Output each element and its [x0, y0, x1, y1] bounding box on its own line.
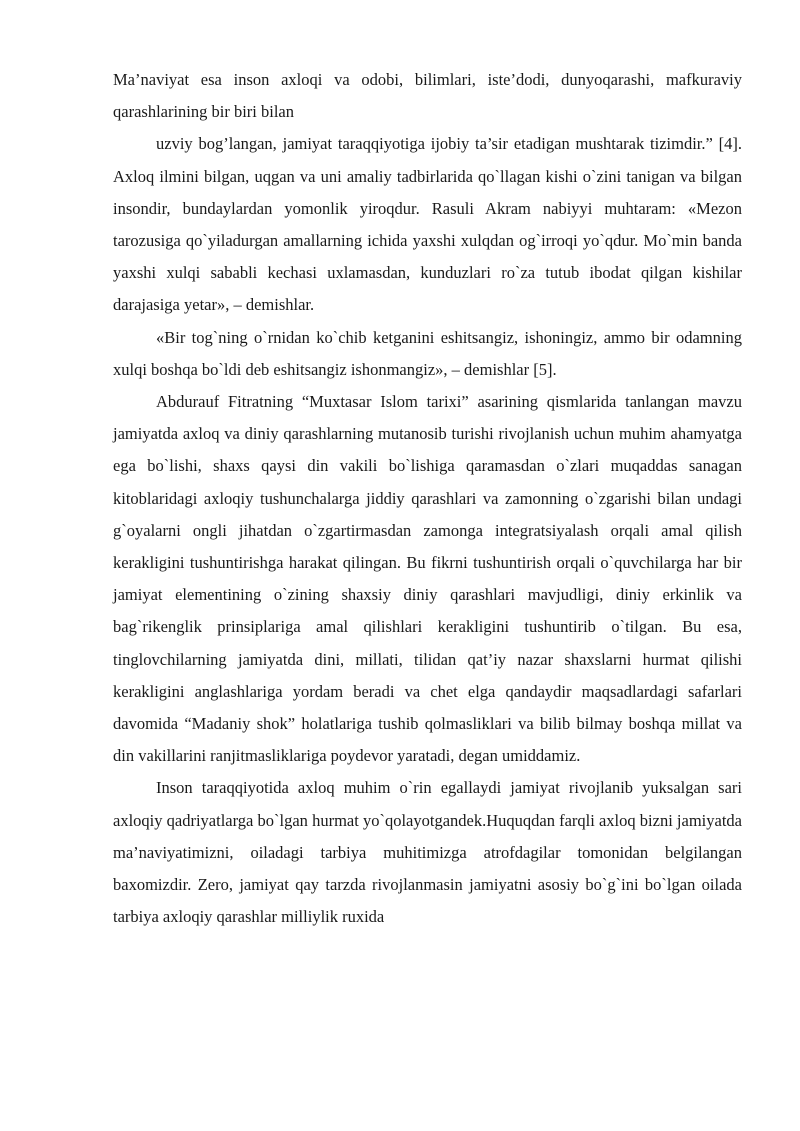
document-page	[113, 64, 742, 933]
paragraph-5: Inson taraqqiyotida axloq muhim o`rin egallaydi jamiyat rivojlanib yuksalgan sari axloqiy qadriyatlarga bo`lgan hurmat yo`qolayotgandek.Huquqdan farqli axloq bizni jamiyatda ma’naviyatimizni, oiladagi tarbiya muhitimizga atrofdagilar tomonidan belgilangan baxomizdir. Zero, jamiyat qay tarzda rivojlanmasin jamiyatni asosiy bo`g`ini bo`lgan oilada tarbiya axloqiy qarashlar milliylik ruxida	[113, 778, 742, 927]
paragraph-2: uzviy bog’langan, jamiyat taraqqiyotiga ijobiy ta’sir etadigan mushtarak tizimdir.” [4]. Axloq ilmini bilgan, uqgan va uni amaliy tadbirlarida qo`llagan kishi o`zini tanigan va bilgan insondir, bundaylardan yomonlik yiroqdur. Rasuli Akram nabiyyi muhtaram: «Mezon tarozusiga qo`yiladurgan amallarning ichida yaxshi xulqdan og`irroqi yo`qdur. Mo`min banda yaxshi xulqi sababli kechasi uxlamasdan, kunduzlari ro`za tutub ibodat qilgan kishilar darajasiga yetar», – demishlar.	[113, 134, 742, 315]
paragraph-3: «Bir tog`ning o`rnidan ko`chib ketganini eshitsangiz, ishoningiz, ammo bir odamning xulqi boshqa bo`ldi deb eshitsangiz ishonmangiz», – demishlar [5].	[113, 327, 742, 379]
paragraph-1: Ma’naviyat esa inson axloqi va odobi, bilimlari, iste’dodi, dunyoqarashi, mafkuraviy qarashlarining bir biri bilan	[113, 70, 742, 122]
paragraph-4: Abdurauf Fitratning “Muxtasar Islom tarixi” asarining qismlarida tanlangan mavzu jamiyatda axloq va diniy qarashlarning mutanosib turishi rivojlanish uchun muhim ahamyatga ega bo`lishi, shaxs qaysi din vakili bo`lishiga qaramasdan o`zlari muqaddas sanagan kitoblaridagi axloqiy tushunchalarga jiddiy qarashlari va zamonning o`zgarishi bilan undagi g`oyalarni ongli jihatdan o`zgartirmasdan zamonga integratsiyalash orqali amal qilish kerakligini tushuntirishga harakat qilingan. Bu fikrni tushuntirish orqali o`quvchilarga har bir jamiyat elementining o`zining shaxsiy diniy qarashlari mavjudligi, diniy erkinlik va bag`rikenglik prinsiplariga amal qilishlari kerakligini tushuntirib o`tilgan. Bu esa, tinglovchilarning jamiyatda dini, millati, tilidan qat’iy nazar shaxslarni hurmat qilishi kerakligini anglashlariga yordam beradi va chet elga qandaydir maqsadlardagi safarlari davomida “Madaniy shok” holatlariga tushib qolmasliklari va bilib bilmay boshqa millat va din vakillarini ranjitmasliklariga poydevor yaratadi, degan umiddamiz.	[113, 392, 742, 766]
